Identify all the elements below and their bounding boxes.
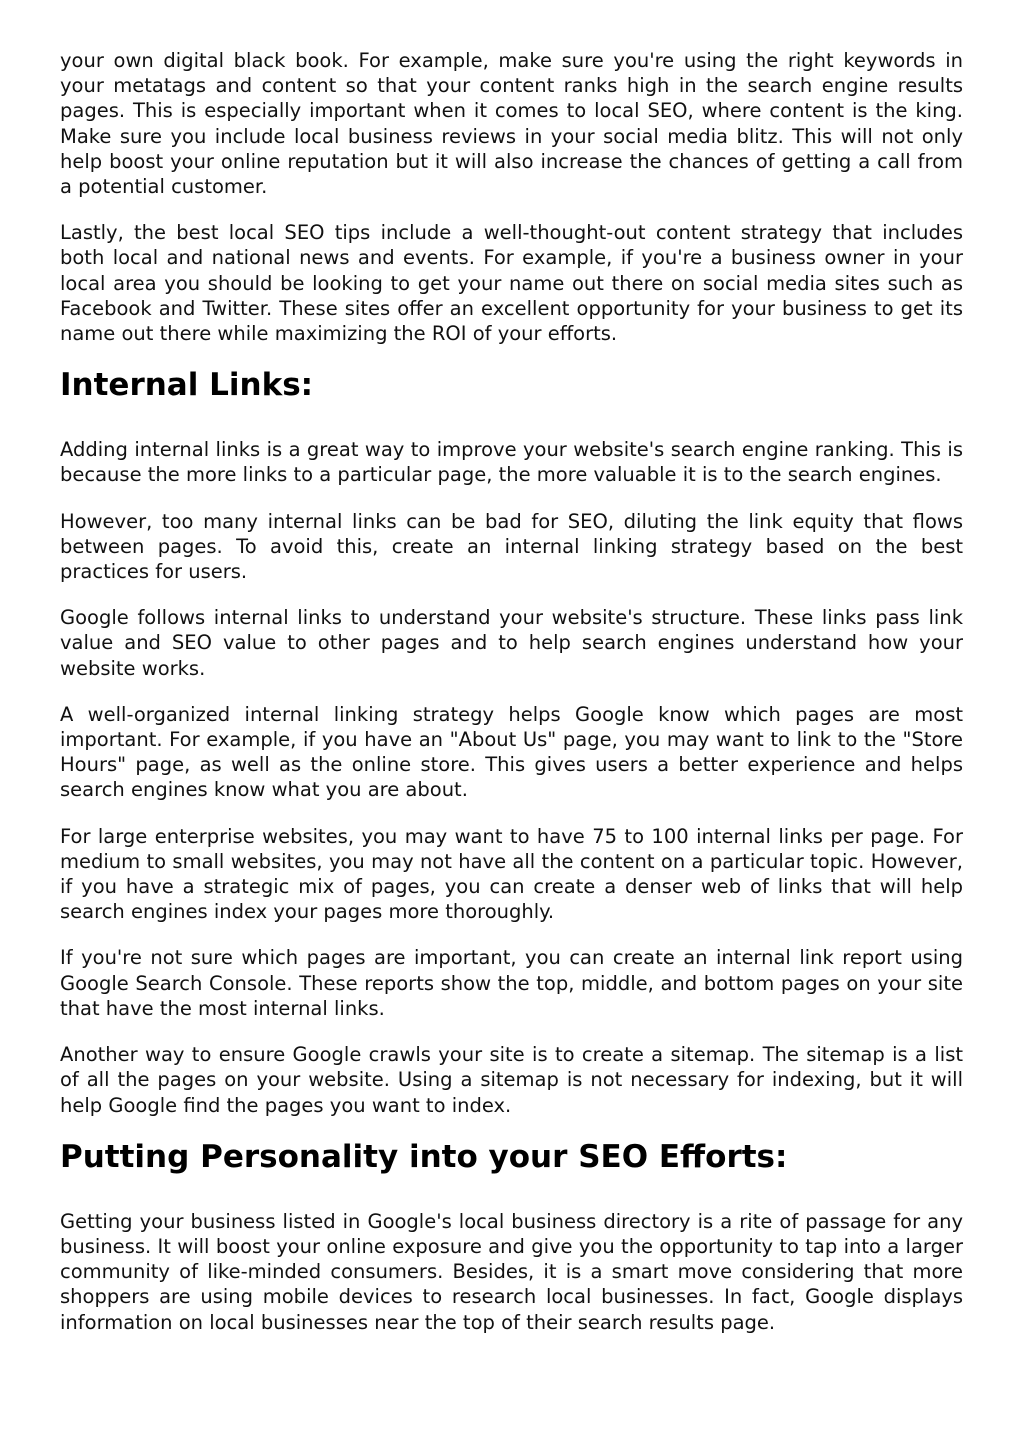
intro-paragraph-1: your own digital black book. For example, make sure you're using the right keywords in your metatags and content so that your content ranks high in the search engine results pages. This is especially important when it comes to local SEO, where content is the king. Make sure you include local business reviews in your social media blitz. This will not only help boost your online reputation but it will also increase the chances of getting a call from a potential customer. bbox=[60, 49, 963, 199]
internal-links-paragraph-4: A well-organized internal linking strategy helps Google know which pages are most important. For example, if you have an "About Us" page, you may want to link to the "Store Hours" page, as well as the online store. This gives users a better experience and helps search engines know what you are about. bbox=[60, 702, 963, 802]
internal-links-paragraph-1: Adding internal links is a great way to improve your website's search engine ranking. This is because the more links to a particular page, the more valuable it is to the search engines. bbox=[60, 438, 963, 487]
internal-links-paragraph-6: If you're not sure which pages are important, you can create an internal link report using Google Search Console. These reports show the top, middle, and bottom pages on your site that have the most internal links. bbox=[60, 946, 963, 1020]
intro-paragraph-2: Lastly, the best local SEO tips include a well-thought-out content strategy that includes both local and national news and events. For example, if you're a business owner in your local area you should be looking to get your name out there on social media sites such as Facebook and Twitter. These sites offer an excellent opportunity for your business to get its name out there while maximizing the ROI of your efforts. bbox=[60, 221, 963, 346]
internal-links-paragraph-2: However, too many internal links can be bad for SEO, diluting the link equity that flows between pages. To avoid this, create an internal linking strategy based on the best practices for users. bbox=[60, 509, 963, 584]
internal-links-paragraph-5: For large enterprise websites, you may want to have 75 to 100 internal links per page. For medium to small websites, you may not have all the content on a particular topic. However, if you have a strategic mix of pages, you can create a denser web of links that will help search engines index your pages more thoroughly. bbox=[60, 824, 963, 924]
internal-links-paragraph-3: Google follows internal links to understand your website's structure. These links pass link value and SEO value to other pages and to help search engines understand how your website works. bbox=[60, 606, 963, 680]
document-page bbox=[60, 48, 963, 1356]
internal-links-paragraph-7: Another way to ensure Google crawls your site is to create a sitemap. The sitemap is a list of all the pages on your website. Using a sitemap is not necessary for indexing, but it will help Google find the pages you want to index. bbox=[60, 1043, 963, 1117]
internal-links-heading: Internal Links: bbox=[60, 367, 314, 404]
personality-paragraph-1: Getting your business listed in Google's local business directory is a rite of passage for any business. It will boost your online exposure and give you the opportunity to tap into a larger community of like-minded consumers. Besides, it is a smart move considering that more shoppers are using mobile devices to research local businesses. In fact, Google displays information on local businesses near the top of their search results page. bbox=[60, 1209, 963, 1334]
personality-heading: Putting Personality into your SEO Efforts: bbox=[60, 1138, 788, 1175]
